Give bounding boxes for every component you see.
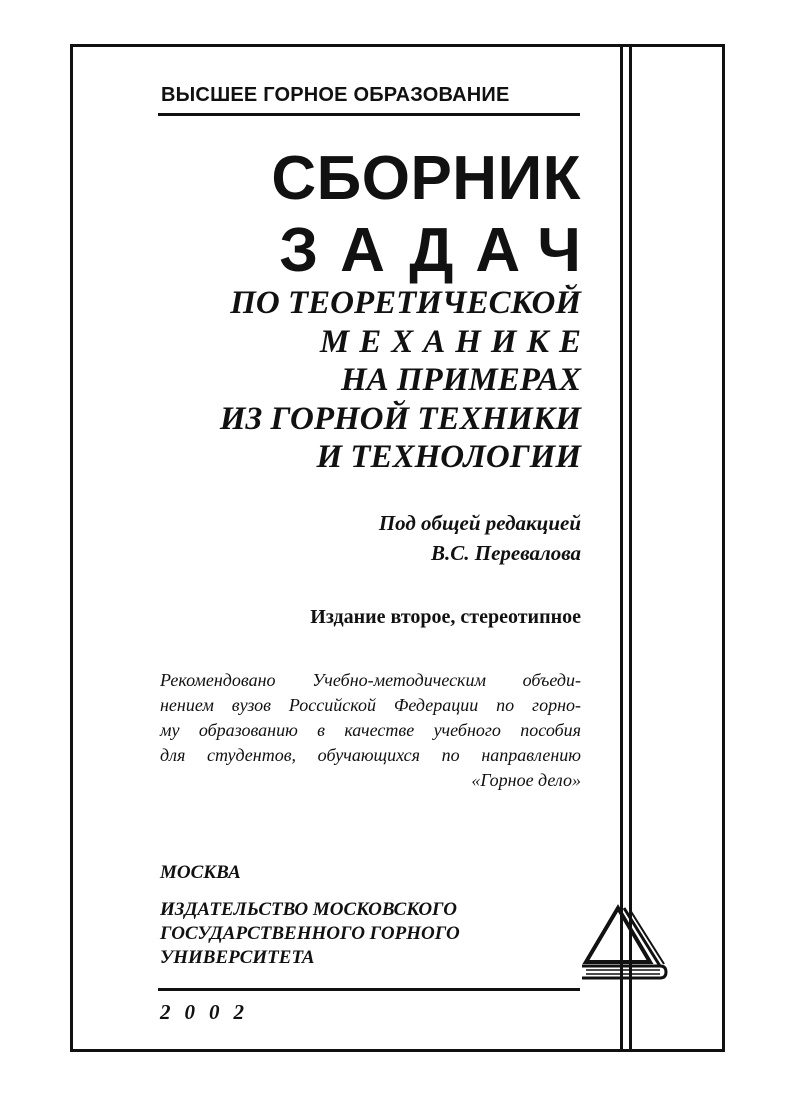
recommendation-line: нением вузов Российской Федерации по горно- (160, 695, 581, 715)
vertical-rule-left (620, 44, 623, 1052)
triangle-book-logo-icon (580, 902, 670, 982)
subtitle-line: НА ПРИМЕРАХ (340, 362, 581, 398)
book-subtitle (181, 284, 591, 477)
recommendation-line: для студентов, обучающихся по направлению (160, 745, 581, 765)
vertical-rule-right (629, 44, 632, 1052)
publisher-line: ИЗДАТЕЛЬСТВО МОСКОВСКОГО (160, 899, 458, 920)
publisher-name (160, 898, 460, 970)
recommendation-line: Рекомендовано Учебно-методическим объеди- (160, 670, 581, 690)
publication-city: МОСКВА (160, 862, 241, 883)
recommendation-line: «Горное дело» (471, 770, 581, 790)
recommendation-text (160, 668, 581, 793)
recommendation-line: му образованию в качестве учебного пособия (160, 720, 581, 740)
subtitle-line: ПО ТЕОРЕТИЧЕСКОЙ (230, 285, 581, 321)
editor-credit (379, 508, 581, 568)
series-title: ВЫСШЕЕ ГОРНОЕ ОБРАЗОВАНИЕ (161, 84, 510, 106)
editor-line: Под общей редакцией (378, 511, 581, 535)
book-title-line-2: ЗАДАЧ (279, 216, 603, 285)
year-divider (158, 988, 580, 991)
subtitle-line: ИЗ ГОРНОЙ ТЕХНИКИ (219, 400, 581, 437)
publisher-line: ГОСУДАРСТВЕННОГО ГОРНОГО (160, 923, 460, 944)
book-title-line-1: СБОРНИК (271, 144, 581, 213)
subtitle-line: И ТЕХНОЛОГИИ (316, 439, 581, 475)
edition-note: Издание второе, стереотипное (310, 606, 581, 628)
subtitle-line: МЕХАНИКЕ (319, 323, 591, 360)
publisher-line: УНИВЕРСИТЕТА (160, 947, 315, 968)
series-underline-divider (158, 113, 580, 116)
editor-name: В.С. Перевалова (431, 541, 581, 565)
publication-year: 2002 (160, 1000, 258, 1024)
